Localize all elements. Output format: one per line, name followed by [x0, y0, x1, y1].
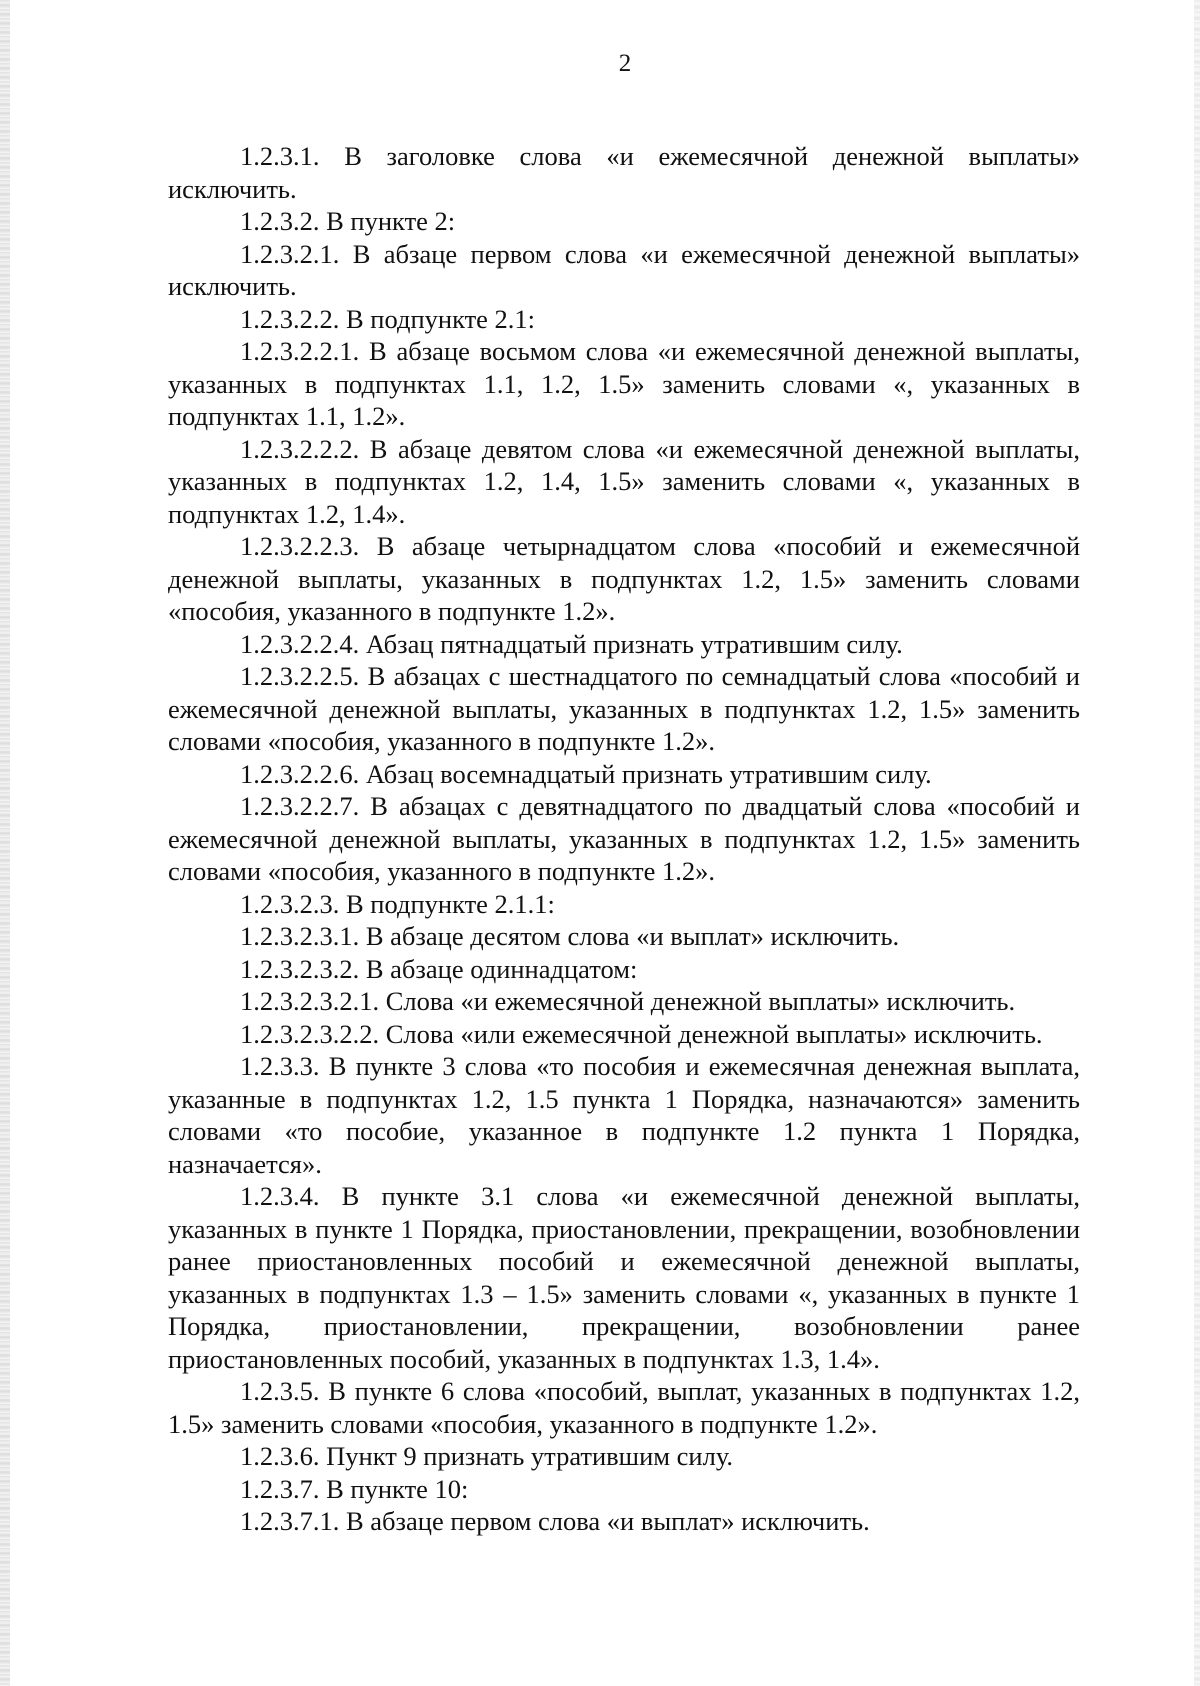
paragraph-1-2-3-2-3-2-2: 1.2.3.2.3.2.2. Слова «или ежемесячной денежной выплаты» исключить. — [240, 1018, 1043, 1049]
paragraph-1-2-3-1: 1.2.3.1. В заголовке слова «и ежемесячной денежной выплаты» исключить. — [168, 141, 1080, 204]
paragraph-1-2-3-7: 1.2.3.7. В пункте 10: — [240, 1473, 469, 1504]
paragraph-1-2-3-2-2-6: 1.2.3.2.2.6. Абзац восемнадцатый признать утратившим силу. — [240, 758, 932, 789]
scan-edge-left — [0, 0, 10, 1686]
paragraph-1-2-3-2-3-2-1: 1.2.3.2.3.2.1. Слова «и ежемесячной денежной выплаты» исключить. — [240, 986, 1016, 1016]
paragraph-1-2-3-2-3-1: 1.2.3.2.3.1. В абзаце десятом слова «и выплат» исключить. — [240, 921, 900, 951]
paragraph-1-2-3-2-1: 1.2.3.2.1. В абзаце первом слова «и ежемесячной денежной выплаты» исключить. — [168, 238, 1080, 301]
paragraph-1-2-3-2-2-4: 1.2.3.2.2.4. Абзац пятнадцатый признать утратившим силу. — [240, 628, 903, 659]
paragraph-1-2-3-2-2-3: 1.2.3.2.2.3. В абзаце четырнадцатом слова «пособий и ежемесячной денежной выплаты, указанных в подпунктах 1.2, 1.5» заменить словами «пособия, указанного в подпункте 1.2». — [168, 531, 1080, 626]
page-number: 2 — [618, 50, 632, 77]
paragraph-1-2-3-2-2-2: 1.2.3.2.2.2. В абзаце девятом слова «и ежемесячной денежной выплаты, указанных в подпунктах 1.2, 1.4, 1.5» заменить словами «, указанных в подпунктах 1.2, 1.4». — [168, 433, 1080, 529]
paragraph-1-2-3-3: 1.2.3.3. В пункте 3 слова «то пособия и ежемесячная денежная выплата, указанные в подпунктах 1.2, 1.5 пункта 1 Порядка, назначаются» заменить словами «то пособие, указанное в подпункте 1.2 пункта 1 Порядка, назначается». — [168, 1051, 1080, 1179]
document-body — [168, 140, 1080, 1538]
paragraph-1-2-3-4: 1.2.3.4. В пункте 3.1 слова «и ежемесячной денежной выплаты, указанных в пункте 1 Порядка, приостановлении, прекращении, возобновлении ранее приостановленных пособий и ежемесячной денежной выплаты, указанных в подпунктах 1.3 – 1.5» заменить словами «, указанных в пункте 1 Порядка, приостановлении, прекращении, возобновлении ранее приостановленных пособий, указанных в подпунктах 1.3, 1.4». — [168, 1181, 1080, 1374]
paragraph-1-2-3-2: 1.2.3.2. В пункте 2: — [240, 206, 456, 236]
paragraph-1-2-3-7-1: 1.2.3.7.1. В абзаце первом слова «и выплат» исключить. — [240, 1506, 870, 1536]
paragraph-1-2-3-2-3: 1.2.3.2.3. В подпункте 2.1.1: — [240, 888, 555, 919]
paragraph-1-2-3-2-2-1: 1.2.3.2.2.1. В абзаце восьмом слова «и ежемесячной денежной выплаты, указанных в подпунктах 1.1, 1.2, 1.5» заменить словами «, указанных в подпунктах 1.1, 1.2». — [168, 336, 1080, 431]
paragraph-1-2-3-2-2: 1.2.3.2.2. В подпункте 2.1: — [240, 303, 536, 334]
paragraph-1-2-3-2-3-2: 1.2.3.2.3.2. В абзаце одиннадцатом: — [240, 953, 638, 984]
paragraph-1-2-3-2-2-7: 1.2.3.2.2.7. В абзацах с девятнадцатого по двадцатый слова «пособий и ежемесячной денежной выплаты, указанных в подпунктах 1.2, 1.5» заменить словами «пособия, указанного в подпункте 1.2». — [168, 791, 1080, 886]
paragraph-1-2-3-5: 1.2.3.5. В пункте 6 слова «пособий, выплат, указанных в подпунктах 1.2, 1.5» заменить словами «пособия, указанного в подпункте 1.2». — [168, 1376, 1080, 1439]
scan-edge-right — [1194, 0, 1200, 1686]
paragraph-1-2-3-6: 1.2.3.6. Пункт 9 признать утратившим силу. — [240, 1441, 734, 1471]
paragraph-1-2-3-2-2-5: 1.2.3.2.2.5. В абзацах с шестнадцатого по семнадцатый слова «пособий и ежемесячной денежной выплаты, указанных в подпунктах 1.2, 1.5» заменить словами «пособия, указанного в подпункте 1.2». — [168, 661, 1080, 756]
